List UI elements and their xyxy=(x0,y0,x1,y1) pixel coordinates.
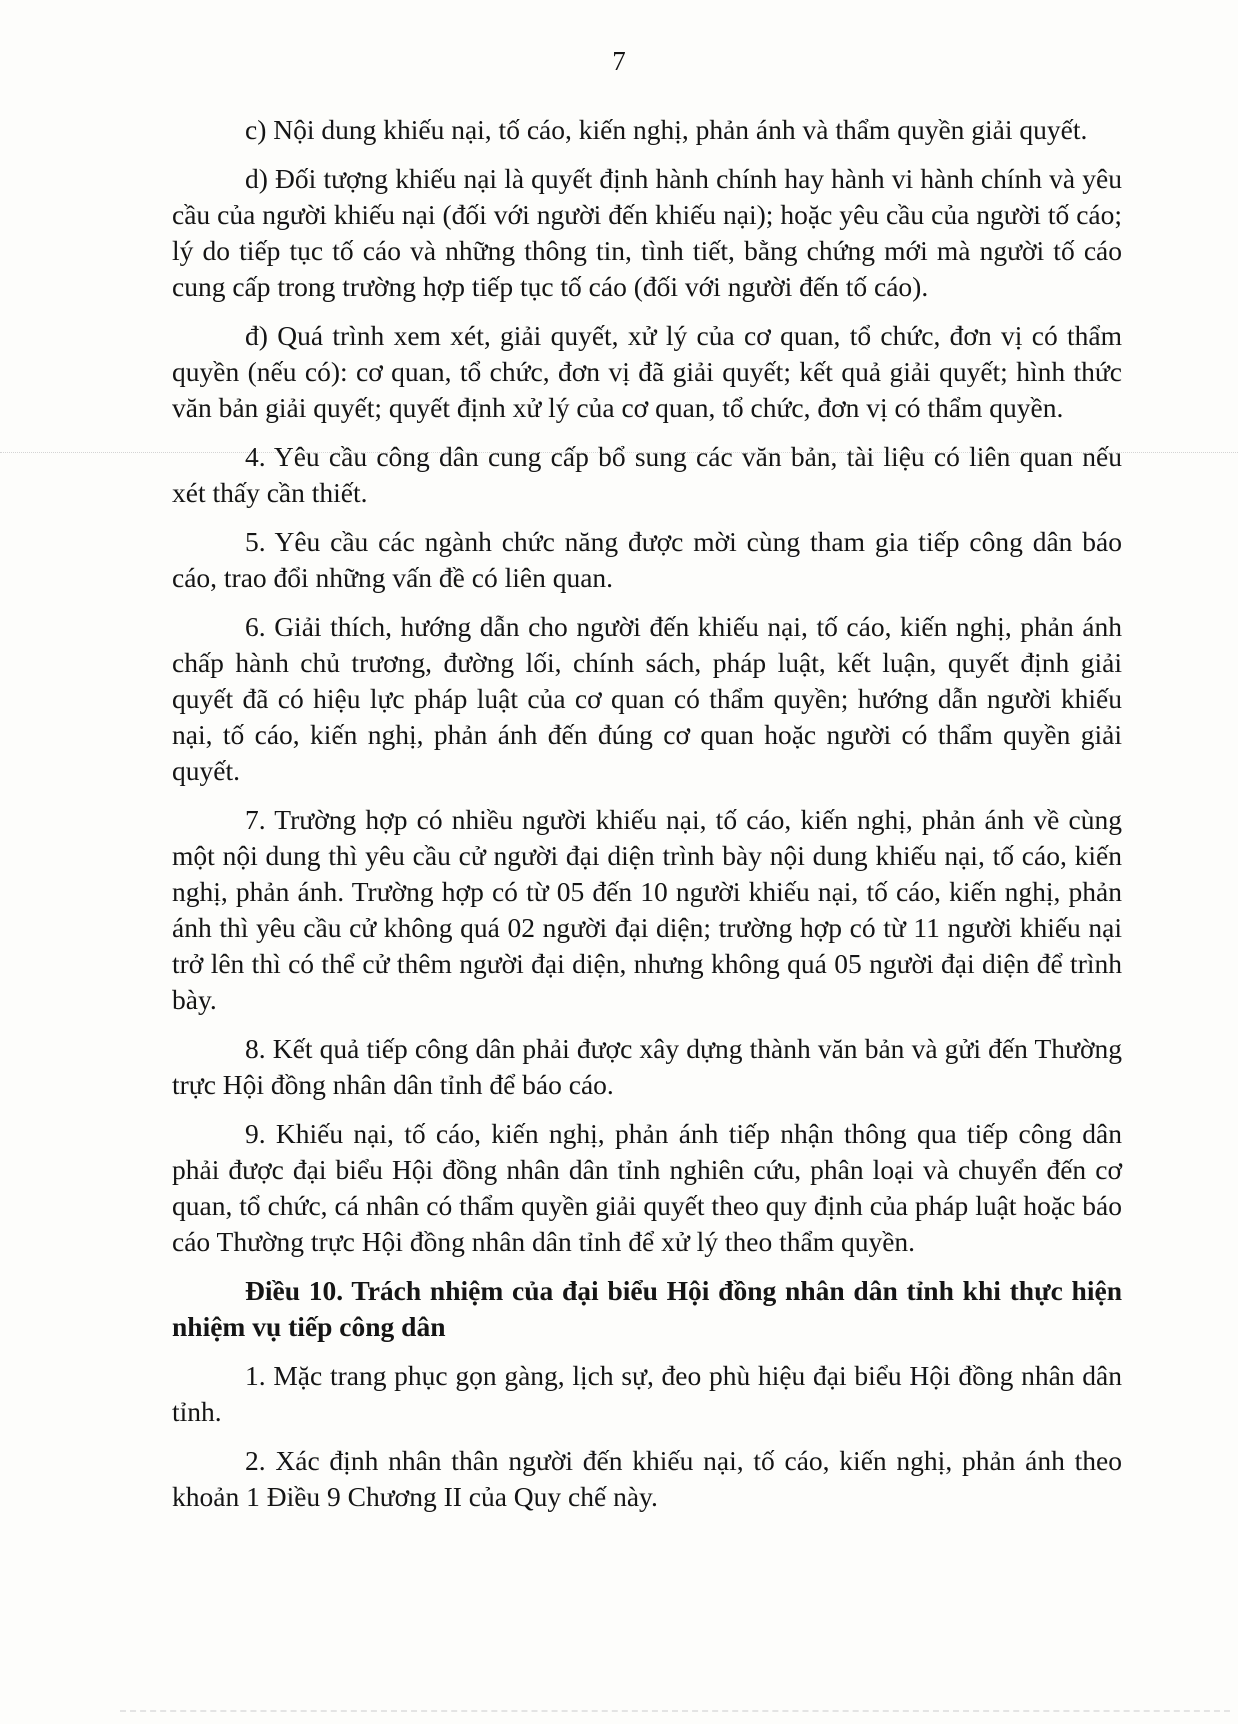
document-body xyxy=(172,112,1122,1528)
paragraph-c: c) Nội dung khiếu nại, tố cáo, kiến nghị, phản ánh và thẩm quyền giải quyết. xyxy=(245,114,1088,145)
paragraph-4: 4. Yêu cầu công dân cung cấp bổ sung các văn bản, tài liệu có liên quan nếu xét thấy cần thiết. xyxy=(172,441,1122,508)
paragraph-9: 9. Khiếu nại, tố cáo, kiến nghị, phản ánh tiếp nhận thông qua tiếp công dân phải được đại biểu Hội đồng nhân dân tỉnh nghiên cứu, phân loại và chuyển đến cơ quan, tổ chức, cá nhân có thẩm quyền giải quyết theo quy định của pháp luật hoặc báo cáo Thường trực Hội đồng nhân dân tỉnh để xử lý theo thẩm quyền. xyxy=(172,1118,1122,1257)
article-10-item-1: 1. Mặc trang phục gọn gàng, lịch sự, đeo phù hiệu đại biểu Hội đồng nhân dân tỉnh. xyxy=(172,1360,1122,1427)
paragraph-8: 8. Kết quả tiếp công dân phải được xây dựng thành văn bản và gửi đến Thường trực Hội đồng nhân dân tỉnh để báo cáo. xyxy=(172,1033,1122,1100)
paragraph-7: 7. Trường hợp có nhiều người khiếu nại, tố cáo, kiến nghị, phản ánh về cùng một nội dung thì yêu cầu cử người đại diện trình bày nội dung khiếu nại, tố cáo, kiến nghị, phản ánh. Trường hợp có từ 05 đến 10 người khiếu nại, tố cáo, kiến nghị, phản ánh thì yêu cầu cử không quá 02 người đại diện; trường hợp có từ 11 người khiếu nại trở lên thì có thể cử thêm người đại diện, nhưng không quá 05 người đại diện để trình bày. xyxy=(172,804,1122,1015)
paragraph-dd: đ) Quá trình xem xét, giải quyết, xử lý của cơ quan, tổ chức, đơn vị có thẩm quyền (nếu có): cơ quan, tổ chức, đơn vị đã giải quyết; kết quả giải quyết; hình thức văn bản giải quyết; quyết định xử lý của cơ quan, tổ chức, đơn vị có thẩm quyền. xyxy=(172,320,1122,423)
scan-artifact-bottom xyxy=(120,1710,1230,1712)
page-number: 7 xyxy=(612,46,626,76)
article-10-item-2: 2. Xác định nhân thân người đến khiếu nại, tố cáo, kiến nghị, phản ánh theo khoản 1 Điều 9 Chương II của Quy chế này. xyxy=(172,1445,1122,1512)
article-10-heading: Điều 10. Trách nhiệm của đại biểu Hội đồng nhân dân tỉnh khi thực hiện nhiệm vụ tiếp công dân xyxy=(172,1275,1122,1342)
paragraph-6: 6. Giải thích, hướng dẫn cho người đến khiếu nại, tố cáo, kiến nghị, phản ánh chấp hành chủ trương, đường lối, chính sách, pháp luật, kết luận, quyết định giải quyết đã có hiệu lực pháp luật của cơ quan có thẩm quyền; hướng dẫn người khiếu nại, tố cáo, kiến nghị, phản ánh đến đúng cơ quan hoặc người có thẩm quyền giải quyết. xyxy=(172,611,1122,786)
paragraph-5: 5. Yêu cầu các ngành chức năng được mời cùng tham gia tiếp công dân báo cáo, trao đổi những vấn đề có liên quan. xyxy=(172,526,1122,593)
paragraph-d: d) Đối tượng khiếu nại là quyết định hành chính hay hành vi hành chính và yêu cầu của người khiếu nại (đối với người đến khiếu nại); hoặc yêu cầu của người tố cáo; lý do tiếp tục tố cáo và những thông tin, tình tiết, bằng chứng mới mà người tố cáo cung cấp trong trường hợp tiếp tục tố cáo (đối với người đến tố cáo). xyxy=(172,163,1122,302)
